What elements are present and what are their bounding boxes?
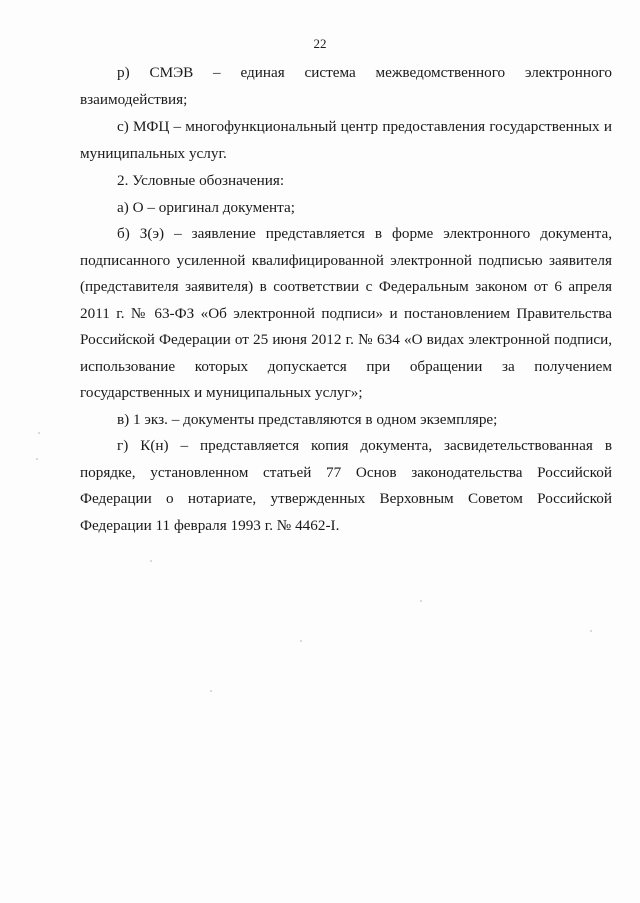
paragraph-smev: р) СМЭВ – единая система межведомственного электронного взаимодействия; <box>80 64 612 108</box>
scan-speck <box>300 640 302 642</box>
scan-speck <box>420 600 422 602</box>
scan-speck <box>150 560 152 562</box>
scan-speck <box>210 690 212 692</box>
scan-speck <box>36 458 38 460</box>
scan-speck <box>590 630 592 632</box>
paragraph-mfc: с) МФЦ – многофункциональный центр предоставления государственных и муниципальных услуг. <box>80 118 612 162</box>
document-body <box>80 60 612 539</box>
paragraph-original: а) О – оригинал документа; <box>117 198 295 216</box>
paragraph-notarized-copy: г) К(н) – представляется копия документа, засвидетельствованная в порядке, установленном статьей 77 Основ законодательства Российской Федерации о нотариате, утвержденных Верховным Советом Российской Федерации 11 февраля 1993 г. № 4462-I. <box>80 437 612 534</box>
scan-speck <box>38 432 40 434</box>
paragraph-electronic-application: б) З(э) – заявление представляется в форме электронного документа, подписанного усиленной квалифицированной электронной подписью заявителя (представителя заявителя) в соответствии с Федеральным законом от 6 апреля 2011 г. № 63-ФЗ «Об электронной подписи» и постановлением Правительства Российской Федерации от 25 июня 2012 г. № 634 «О видах электронной подписи, использование которых допускается при обращении за получением государственных и муниципальных услуг»; <box>80 225 612 401</box>
paragraph-single-copy: в) 1 экз. – документы представляются в одном экземпляре; <box>117 410 498 428</box>
page-number: 22 <box>313 36 327 51</box>
paragraph-conventions-heading: 2. Условные обозначения: <box>117 172 285 189</box>
